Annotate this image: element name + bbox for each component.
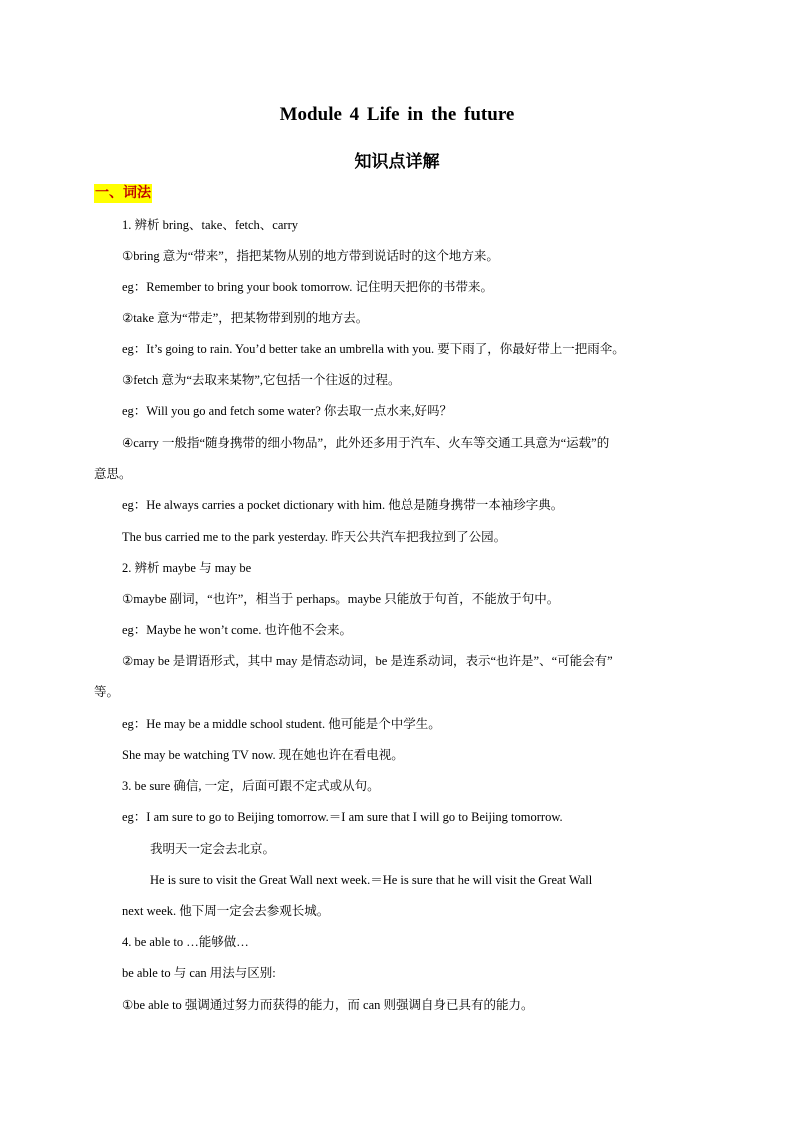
text-line: next week. 他下周一定会去参观长城。 — [122, 904, 330, 918]
text-line: eg：It’s going to rain. You’d better take an umbrella with you. 要下雨了，你最好带上一把雨伞。 — [122, 342, 625, 356]
text-line: ①bring 意为“带来”，指把某物从别的地方带到说话时的这个地方来。 — [122, 249, 499, 263]
text-line: He is sure to visit the Great Wall next week.＝He is sure that he will visit the Great Wall — [150, 873, 593, 887]
text-line: eg：He always carries a pocket dictionary with him. 他总是随身携带一本袖珍字典。 — [122, 498, 564, 512]
section-heading: 一、词法 — [95, 185, 151, 201]
page-title: Module 4 Life in the future — [279, 104, 515, 125]
page-subtitle: 知识点详解 — [354, 152, 440, 172]
text-line: ③fetch 意为“去取来某物”,它包括一个往返的过程。 — [122, 373, 401, 387]
text-line: 意思。 — [94, 467, 132, 481]
text-line: ②take 意为“带走”，把某物带到别的地方去。 — [122, 311, 369, 325]
text-line: be able to 与 can 用法与区别: — [122, 966, 276, 980]
text-line: eg：Will you go and fetch some water? 你去取一点水来,好吗？ — [122, 404, 452, 418]
text-line: eg：Maybe he won’t come. 也许他不会来。 — [122, 623, 352, 637]
text-line: 4. be able to …能够做… — [122, 935, 249, 949]
text-line: The bus carried me to the park yesterday. 昨天公共汽车把我拉到了公园。 — [122, 530, 507, 544]
text-line: 我明天一定会去北京。 — [150, 842, 276, 856]
text-line: eg：I am sure to go to Beijing tomorrow.＝I am sure that I will go to Beijing tomorrow. — [122, 810, 563, 824]
text-line: eg：He may be a middle school student. 他可能是个中学生。 — [122, 717, 441, 731]
text-line: 等。 — [94, 685, 120, 699]
text-line: 2. 辨析 maybe 与 may be — [122, 561, 252, 575]
text-line: 3. be sure 确信, 一定，后面可跟不定式或从句。 — [122, 779, 380, 793]
text-line: 1. 辨析 bring、take、fetch、carry — [122, 218, 298, 232]
text-line: ④carry 一般指“随身携带的细小物品”，此外还多用于汽车、火车等交通工具意为“运载”的 — [122, 436, 610, 450]
text-line: ①be able to 强调通过努力而获得的能力，而 can 则强调自身已具有的能力。 — [122, 998, 534, 1012]
text-line: eg：Remember to bring your book tomorrow. 记住明天把你的书带来。 — [122, 280, 494, 294]
text-line: ①maybe 副词，“也许”，相当于 perhaps。maybe 只能放于句首，不能放于句中。 — [122, 592, 560, 606]
text-line: ②may be 是谓语形式，其中 may 是情态动词，be 是连系动词，表示“也许是”、“可能会有” — [122, 654, 613, 668]
text-line: She may be watching TV now. 现在她也许在看电视。 — [122, 748, 404, 762]
